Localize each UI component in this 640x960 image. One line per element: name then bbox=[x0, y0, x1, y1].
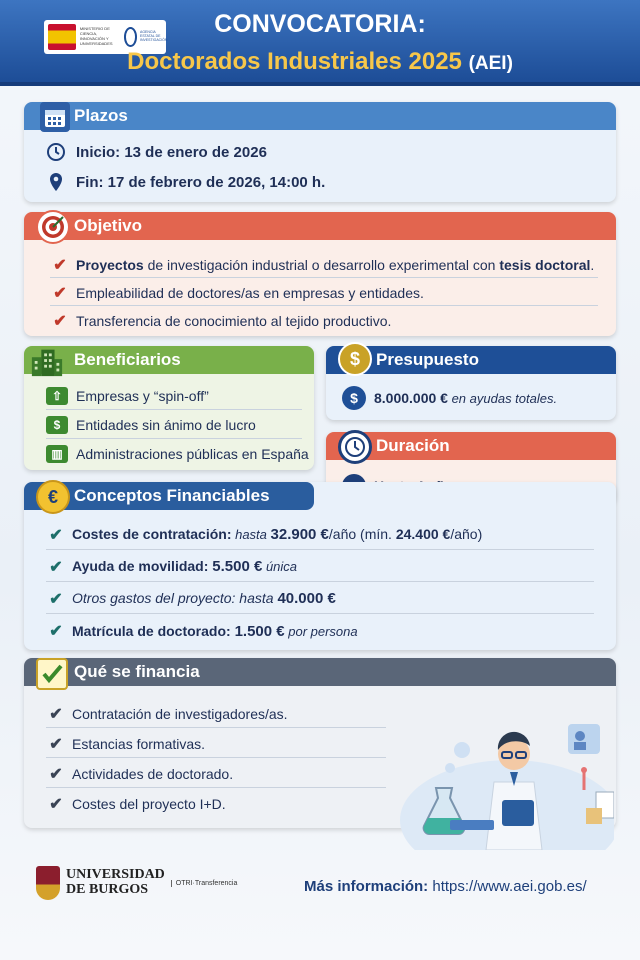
more-info bbox=[304, 878, 587, 895]
plazos-inicio bbox=[46, 142, 267, 162]
presupuesto-card bbox=[326, 346, 616, 420]
conceptos-item-text bbox=[72, 590, 336, 607]
stopwatch-icon bbox=[338, 430, 372, 464]
concept-post2: /año) bbox=[450, 526, 483, 542]
objetivo-title: Objetivo bbox=[74, 216, 143, 235]
objetivo-header bbox=[24, 212, 616, 240]
more-info-link[interactable]: https://www.aei.gob.es/ bbox=[432, 878, 587, 895]
university-line2: DE BURGOS bbox=[66, 882, 149, 897]
conceptos-item-text bbox=[72, 558, 297, 575]
presupuesto-suffix: en ayudas totales. bbox=[447, 390, 558, 406]
beneficiarios-item bbox=[46, 440, 310, 468]
money-bag-icon: $ bbox=[338, 342, 372, 376]
page-subtitle bbox=[0, 48, 640, 76]
header-banner bbox=[0, 0, 640, 86]
otri-label: OTRI·Transferencia bbox=[171, 880, 238, 887]
financia-item-text: Contratación de investigadores/as. bbox=[72, 705, 288, 722]
concept-label: Ayuda de movilidad: bbox=[72, 558, 209, 574]
clock-icon bbox=[46, 142, 66, 162]
financia-item bbox=[46, 730, 386, 758]
concept-label: Matrícula de doctorado: bbox=[72, 622, 231, 639]
concept-pre: Otros gastos del proyecto: hasta bbox=[72, 590, 278, 606]
financia-item-text: Estancias formativas. bbox=[72, 735, 206, 752]
university-logo bbox=[36, 866, 237, 900]
concept-value: 1.500 € bbox=[234, 622, 285, 640]
concept-value: 32.900 € bbox=[270, 526, 329, 543]
beneficiarios-title: Beneficiarios bbox=[74, 350, 181, 369]
subtitle-suffix: (AEI) bbox=[468, 53, 513, 74]
plazos-fin bbox=[46, 172, 325, 192]
presupuesto-amount-row bbox=[342, 386, 557, 410]
financia-header bbox=[24, 658, 616, 686]
beneficiarios-item-text: Administraciones públicas en España bbox=[76, 446, 309, 462]
concept-post: /año (mín. bbox=[328, 526, 396, 542]
handshake-icon: ⇧ bbox=[46, 387, 68, 405]
subtitle-main: Doctorados Industriales 2025 bbox=[127, 48, 462, 75]
financia-item-text: Actividades de doctorado. bbox=[72, 765, 234, 782]
location-pin-icon bbox=[46, 172, 66, 192]
objetivo-item-mid: de investigación industrial o desarrollo experimental con bbox=[143, 256, 500, 273]
concept-post: única bbox=[262, 559, 298, 574]
fin-text: Fin: 17 de febrero de 2026, 14:00 h. bbox=[76, 173, 326, 191]
plazos-title: Plazos bbox=[74, 106, 128, 125]
conceptos-card bbox=[24, 482, 616, 650]
concept-value2: 24.400 € bbox=[395, 526, 451, 542]
check-icon: ✔ bbox=[49, 558, 63, 576]
conceptos-title: Conceptos Financiables bbox=[74, 486, 270, 505]
conceptos-item bbox=[46, 552, 594, 582]
government-building-icon: ▥ bbox=[46, 445, 68, 463]
university-line1: UNIVERSIDAD bbox=[66, 867, 165, 883]
conceptos-item-text bbox=[72, 526, 482, 543]
beneficiarios-item bbox=[46, 382, 302, 410]
financia-item bbox=[46, 700, 386, 728]
plazos-card bbox=[24, 102, 616, 202]
check-icon: ✔ bbox=[49, 623, 63, 640]
objetivo-item bbox=[50, 280, 598, 306]
beneficiarios-item bbox=[46, 411, 302, 439]
beneficiarios-card bbox=[24, 346, 314, 470]
objetivo-item-bold: tesis doctoral bbox=[499, 256, 591, 273]
check-icon: ✔ bbox=[53, 256, 67, 274]
check-icon: ✔ bbox=[49, 705, 63, 723]
conceptos-item-text bbox=[72, 623, 358, 640]
objetivo-item-text: Transferencia de conocimiento al tejido productivo. bbox=[76, 313, 392, 329]
financia-item-text: Costes del proyecto I+D. bbox=[72, 796, 226, 812]
concept-value: 40.000 € bbox=[277, 590, 336, 607]
researcher-illustration bbox=[390, 710, 614, 850]
inicio-text: Inicio: 13 de enero de 2026 bbox=[76, 143, 267, 161]
objetivo-card bbox=[24, 212, 616, 336]
presupuesto-amount: 8.000.000 € bbox=[374, 390, 448, 406]
dollar-coin-icon: $ bbox=[342, 386, 366, 410]
beneficiarios-item-text: Empresas y “spin-off” bbox=[76, 387, 209, 404]
buildings-icon bbox=[30, 344, 64, 378]
page-title: CONVOCATORIA: bbox=[214, 10, 426, 38]
university-crest-icon bbox=[36, 866, 60, 900]
ministry-text: MINISTERIO DE CIENCIA, INNOVACIÓN Y UNIVERSIDADES bbox=[79, 26, 113, 46]
financia-item bbox=[46, 790, 386, 818]
check-icon: ✔ bbox=[53, 284, 67, 302]
checklist-icon bbox=[36, 658, 68, 690]
objetivo-item-end: . bbox=[590, 256, 595, 273]
financia-item bbox=[46, 760, 386, 788]
concept-label: Costes de contratación: bbox=[72, 526, 232, 542]
euro-coin-icon: € bbox=[36, 480, 70, 514]
financia-card bbox=[24, 658, 616, 828]
check-icon: ✔ bbox=[49, 590, 63, 608]
conceptos-item bbox=[46, 616, 594, 646]
duracion-title: Duración bbox=[376, 436, 450, 455]
target-icon bbox=[36, 210, 70, 244]
calendar-icon bbox=[40, 102, 70, 132]
check-icon: ✔ bbox=[49, 796, 63, 813]
beneficiarios-header bbox=[24, 346, 314, 374]
objetivo-item bbox=[50, 252, 598, 278]
check-icon: ✔ bbox=[49, 526, 63, 544]
objetivo-item-text bbox=[76, 257, 594, 273]
concept-value: 5.500 € bbox=[212, 558, 263, 575]
university-name bbox=[66, 868, 165, 897]
money-bag-icon: $ bbox=[46, 416, 68, 434]
more-info-label: Más información: bbox=[304, 878, 429, 895]
agency-text: AGENCIA ESTATAL DE INVESTIGACIÓN bbox=[140, 30, 168, 42]
check-icon: ✔ bbox=[49, 735, 63, 753]
concept-pre: hasta bbox=[231, 527, 271, 542]
check-icon: ✔ bbox=[53, 313, 67, 330]
conceptos-item bbox=[46, 584, 594, 614]
objetivo-item bbox=[50, 308, 598, 334]
concept-post: por persona bbox=[284, 623, 358, 639]
beneficiarios-item-text: Entidades sin ánimo de lucro bbox=[76, 416, 256, 433]
plazos-header bbox=[24, 102, 616, 130]
financia-title: Qué se financia bbox=[74, 662, 200, 681]
objetivo-item-text: Empleabilidad de doctores/as en empresas y entidades. bbox=[76, 284, 424, 301]
conceptos-item bbox=[46, 520, 594, 550]
check-icon: ✔ bbox=[49, 765, 63, 783]
objetivo-item-lead: Proyectos bbox=[76, 256, 144, 273]
presupuesto-title: Presupuesto bbox=[376, 350, 479, 369]
